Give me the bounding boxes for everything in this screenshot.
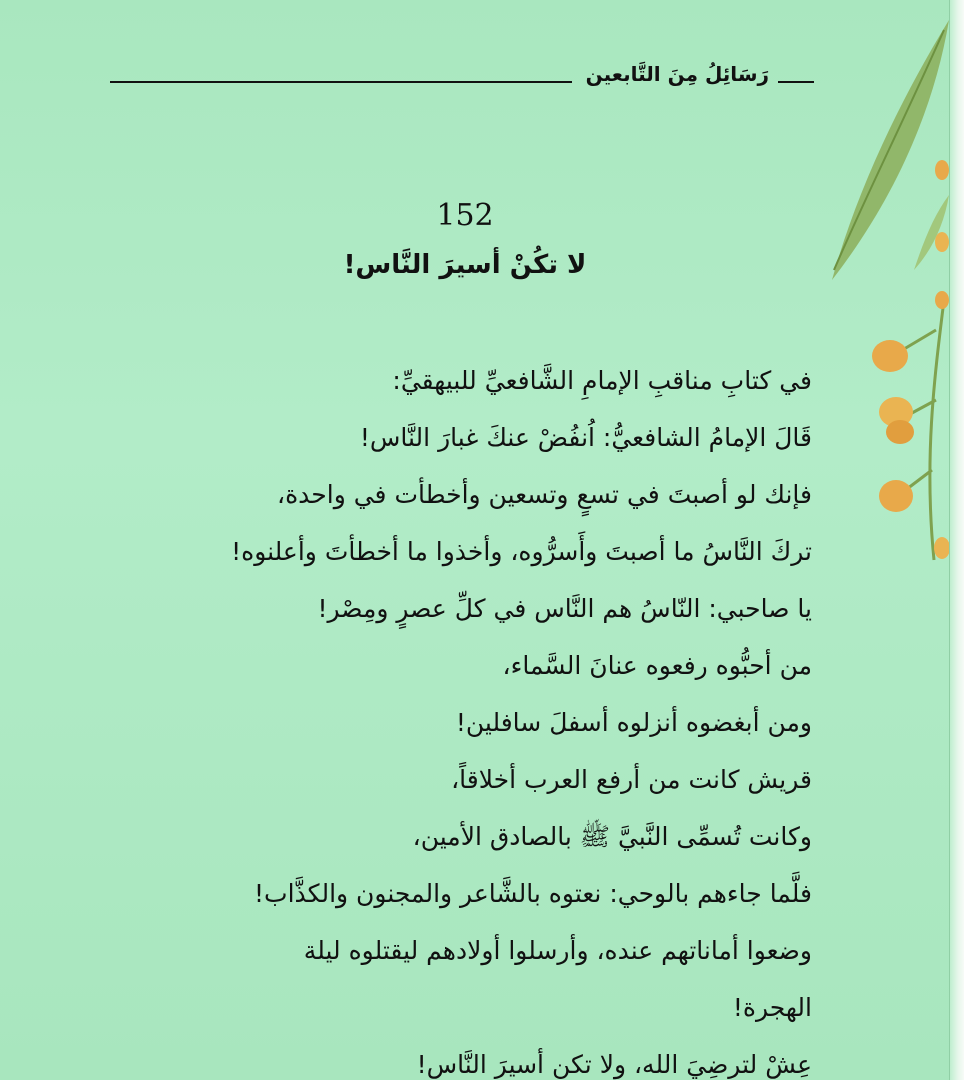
text-line: فإنك لو أصبتَ في تسعٍ وتسعين وأخطأت في واحدة،	[277, 480, 812, 509]
text-line: فلَّما جاءهم بالوحي: نعتوه بالشَّاعر والمجنون والكذَّاب!	[254, 879, 812, 908]
page-edge	[949, 0, 964, 1080]
leaf-decoration-icon	[824, 0, 954, 600]
text-line: قريش كانت من أرفع العرب أخلاقاً،	[451, 765, 812, 794]
body-text	[112, 352, 812, 1080]
header-dash	[778, 81, 814, 83]
page-number: 152	[436, 198, 494, 233]
text-line: وكانت تُسمِّى النَّبيَّ ﷺ بالصادق الأمين،	[412, 822, 812, 851]
book-title: رَسَائِلُ مِنَ التَّابعين	[585, 62, 769, 86]
header-rule	[110, 81, 572, 83]
article-title: لا تكُنْ أسيرَ النَّاس!	[343, 250, 587, 280]
text-line: من أحبُّوه رفعوه عنانَ السَّماء،	[502, 651, 812, 680]
text-line: ومن أبغضوه أنزلوه أسفلَ سافلين!	[455, 708, 812, 737]
text-line: الهجرة!	[732, 993, 812, 1022]
text-line: يا صاحبي: النّاسُ هم النَّاس في كلِّ عصرٍ ومِصْر!	[317, 594, 812, 623]
text-line: في كتابِ مناقبِ الإمامِ الشَّافعيِّ للبيهقيِّ:	[392, 366, 812, 395]
text-line: تركَ النَّاسُ ما أصبتَ وأَسرُّوه، وأخذوا ما أخطأتَ وأعلنوه!	[231, 537, 812, 566]
text-line: عِشْ لترضِيَ الله، ولا تكن أسيرَ النَّاس!	[416, 1050, 812, 1079]
running-header	[110, 60, 814, 100]
text-line: قَالَ الإمامُ الشافعيُّ: اُنفُضْ عنكَ غبارَ النَّاس!	[359, 423, 812, 452]
text-line: وضعوا أماناتهم عنده، وأرسلوا أولادهم ليقتلوه ليلة	[303, 936, 812, 965]
